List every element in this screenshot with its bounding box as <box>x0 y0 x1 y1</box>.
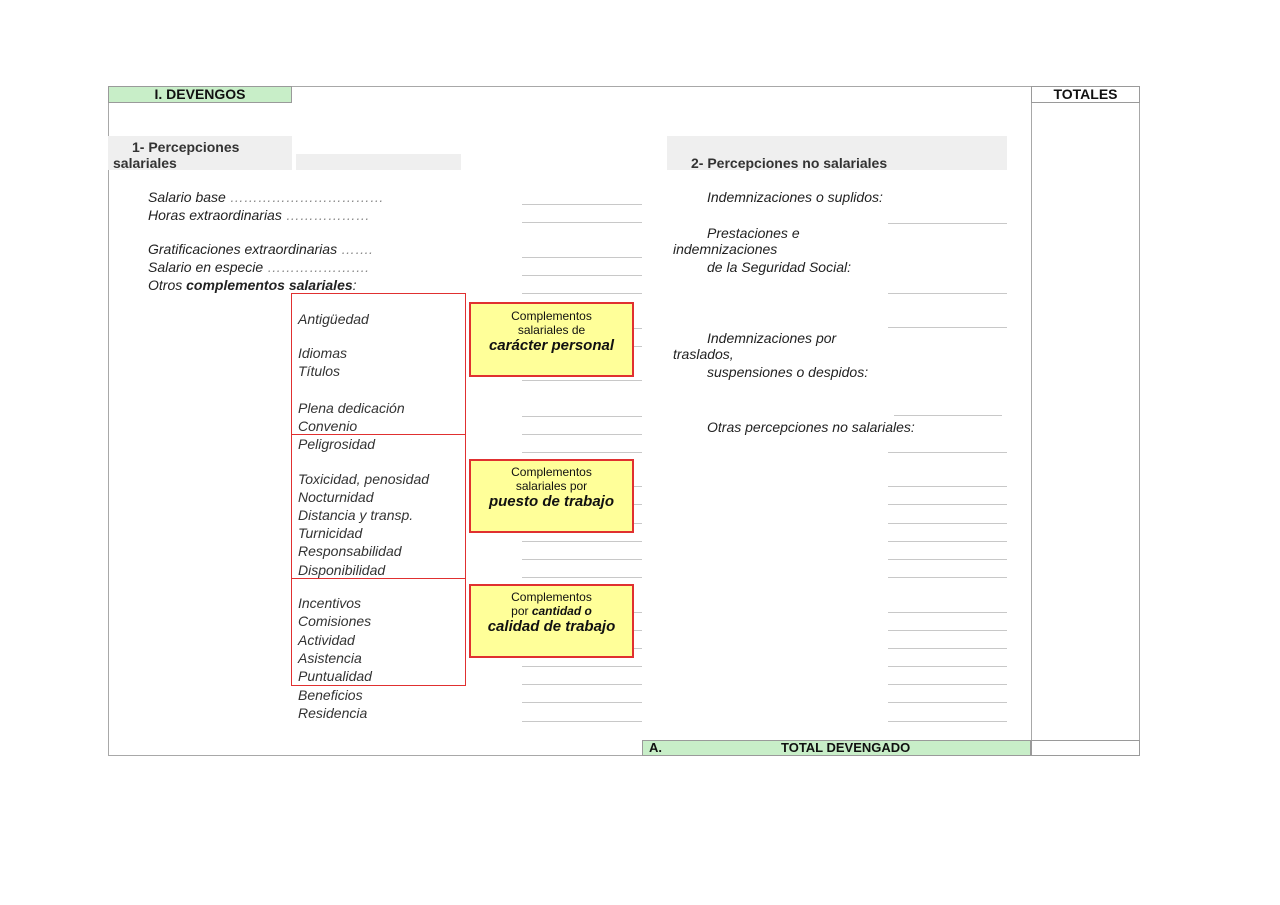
no-salariales-amount-line[interactable] <box>888 541 1007 542</box>
no-salariales-amount-line[interactable] <box>888 702 1007 703</box>
salariales-amount-line[interactable] <box>522 577 642 578</box>
salariales-title-line2: salariales <box>113 155 177 171</box>
item-otras-percepciones: Otras percepciones no salariales: <box>707 419 915 435</box>
item-gratificaciones: Gratificaciones extraordinarias ……. <box>148 241 373 257</box>
salariales-amount-line[interactable] <box>522 452 642 453</box>
salariales-amount-line[interactable] <box>522 541 642 542</box>
item-salario-base: Salario base …………………………… <box>148 189 384 205</box>
sub-item-convenio: Convenio <box>298 418 358 434</box>
no-salariales-amount-line[interactable] <box>888 612 1007 613</box>
salariales-amount-line[interactable] <box>522 275 642 276</box>
sub-item-residencia: Residencia <box>298 705 368 721</box>
no-salariales-amount-line[interactable] <box>888 327 1007 328</box>
salariales-amount-line[interactable] <box>522 204 642 205</box>
callout-puesto-trabajo <box>469 459 634 533</box>
salariales-amount-line[interactable] <box>522 721 642 722</box>
callout-cantidad-calidad-line2: por cantidad o <box>511 604 592 618</box>
sub-item-plena-dedicacion: Plena dedicación <box>298 400 405 416</box>
callout-caracter-personal-line1: Complementos <box>511 309 592 323</box>
callout-cantidad-calidad <box>469 584 634 658</box>
total-letter: A. <box>649 740 662 755</box>
salariales-amount-line[interactable] <box>522 434 642 435</box>
section-header-devengos: I. DEVENGOS <box>108 86 292 103</box>
item-traslados-line3: suspensiones o despidos: <box>707 364 869 380</box>
salariales-amount-line[interactable] <box>522 416 642 417</box>
callout-caracter-personal-line3: carácter personal <box>488 337 615 354</box>
salariales-amount-line[interactable] <box>522 666 642 667</box>
sub-item-nocturnidad: Nocturnidad <box>298 489 374 505</box>
sub-item-asistencia: Asistencia <box>298 650 362 666</box>
sub-item-distancia: Distancia y transp. <box>298 507 414 523</box>
no-salariales-amount-line[interactable] <box>888 223 1007 224</box>
no-salariales-amount-line[interactable] <box>888 630 1007 631</box>
no-salariales-amount-line[interactable] <box>888 648 1007 649</box>
callout-caracter-personal <box>469 302 634 377</box>
salariales-title-line1: 1- Percepciones <box>132 139 240 155</box>
sub-item-toxicidad: Toxicidad, penosidad <box>298 471 430 487</box>
salariales-amount-line[interactable] <box>522 559 642 560</box>
totals-header: TOTALES <box>1031 86 1140 103</box>
no-salariales-amount-line[interactable] <box>888 684 1007 685</box>
sub-item-titulos: Títulos <box>298 363 341 379</box>
salariales-amount-line[interactable] <box>522 293 642 294</box>
item-prestaciones-line3: de la Seguridad Social: <box>707 259 851 275</box>
item-traslados-line2: traslados, <box>673 346 734 362</box>
callout-puesto-trabajo-line3: puesto de trabajo <box>488 493 615 510</box>
sub-item-antiguedad: Antigüedad <box>298 311 369 327</box>
sub-item-incentivos: Incentivos <box>298 595 362 611</box>
callout-puesto-trabajo-line1: Complementos <box>511 465 592 479</box>
sub-item-responsabilidad: Responsabilidad <box>298 543 402 559</box>
no-salariales-amount-line[interactable] <box>888 504 1007 505</box>
sub-item-peligrosidad: Peligrosidad <box>298 436 376 452</box>
no-salariales-amount-line[interactable] <box>888 293 1007 294</box>
sub-item-disponibilidad: Disponibilidad <box>298 562 386 578</box>
sub-item-beneficios: Beneficios <box>298 687 363 703</box>
no-salariales-title-box <box>667 136 1007 170</box>
salariales-title-box <box>108 136 292 170</box>
no-salariales-amount-line[interactable] <box>888 523 1007 524</box>
callout-cantidad-calidad-line3: calidad de trabajo <box>487 618 616 635</box>
no-salariales-amount-line[interactable] <box>888 559 1007 560</box>
callout-cantidad-calidad-line1: Complementos <box>511 590 592 604</box>
total-devengado-bar <box>642 740 1031 756</box>
no-salariales-amount-line[interactable] <box>888 452 1007 453</box>
total-devengado-amount-cell[interactable] <box>1031 740 1140 756</box>
item-indemnizaciones-suplidos: Indemnizaciones o suplidos: <box>707 189 883 205</box>
no-salariales-amount-line[interactable] <box>894 415 1002 416</box>
totals-column-divider <box>1031 86 1032 756</box>
no-salariales-amount-line[interactable] <box>888 666 1007 667</box>
sub-item-comisiones: Comisiones <box>298 613 372 629</box>
salariales-amount-line[interactable] <box>522 684 642 685</box>
item-prestaciones-line1: Prestaciones e <box>707 225 800 241</box>
item-horas-extra: Horas extraordinarias ……………… <box>148 207 370 223</box>
sub-item-idiomas: Idiomas <box>298 345 348 361</box>
callout-caracter-personal-line2: salariales de <box>517 323 586 337</box>
no-salariales-amount-line[interactable] <box>888 721 1007 722</box>
no-salariales-amount-line[interactable] <box>888 486 1007 487</box>
salariales-title-filler <box>296 154 461 170</box>
sub-item-actividad: Actividad <box>298 632 355 648</box>
item-prestaciones-line2: indemnizaciones <box>673 241 778 257</box>
no-salariales-title: 2- Percepciones no salariales <box>691 155 888 171</box>
sub-item-puntualidad: Puntualidad <box>298 668 372 684</box>
salariales-amount-line[interactable] <box>522 257 642 258</box>
no-salariales-amount-line[interactable] <box>888 577 1007 578</box>
salariales-amount-line[interactable] <box>522 380 642 381</box>
salariales-amount-line[interactable] <box>522 702 642 703</box>
item-otros-complementos: Otros complementos salariales: <box>148 277 357 293</box>
item-traslados-line1: Indemnizaciones por <box>707 330 837 346</box>
salariales-amount-line[interactable] <box>522 222 642 223</box>
callout-puesto-trabajo-line2: salariales por <box>515 479 588 493</box>
sub-item-turnicidad: Turnicidad <box>298 525 363 541</box>
total-label: TOTAL DEVENGADO <box>781 740 911 755</box>
item-salario-especie: Salario en especie …………………. <box>148 259 369 275</box>
